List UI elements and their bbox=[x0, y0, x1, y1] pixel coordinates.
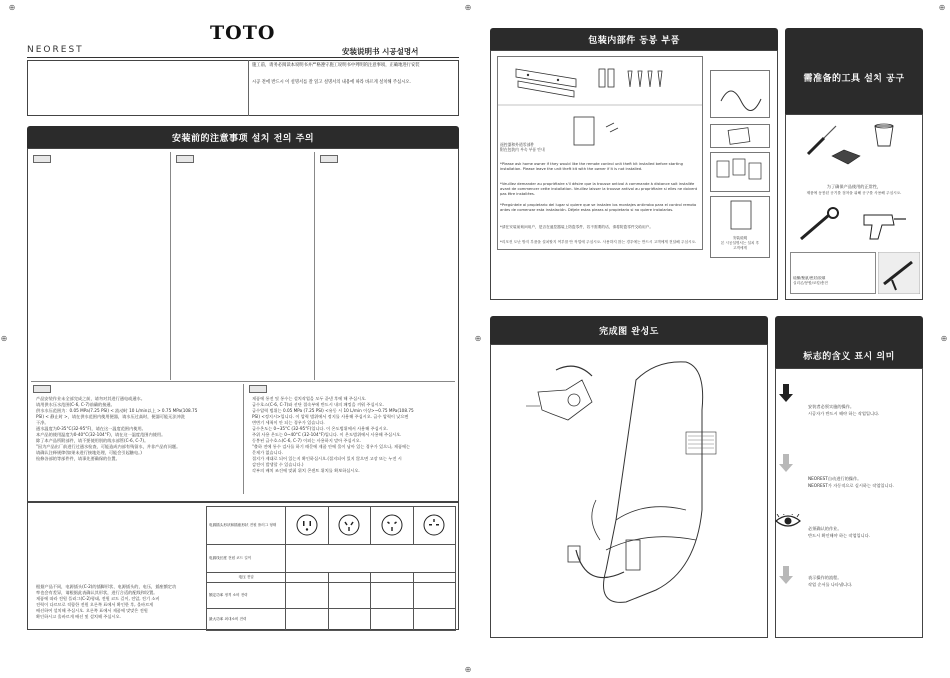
crop-mark-icon: ⊕ bbox=[0, 334, 8, 343]
symbol-4-kr: 작업 순서를 나타냅니다. bbox=[808, 582, 853, 587]
symbols-header: 标志的含义 표시 의미 bbox=[775, 316, 923, 368]
mounting-bracket-icon bbox=[516, 69, 576, 97]
hose-figure bbox=[710, 70, 770, 118]
plug-type-g-icon bbox=[422, 513, 446, 537]
crop-mark-icon: ⊕ bbox=[474, 334, 482, 343]
package-header: 包装内部件 동봉 부품 bbox=[490, 28, 778, 50]
table-row-label: 最大功率 최대소비 전력 bbox=[207, 609, 286, 631]
package-note-spanish: *Pregúntele al propietario del lugar si quiere que se instalen los montajes antirrobo para el control remoto antes de comenzar esta instalación. Déjele estas piezas al propietario si no quiere instalarlas. bbox=[500, 203, 697, 212]
product-logo: NEOREST bbox=[27, 45, 84, 55]
manual-sheet-icon bbox=[574, 117, 594, 145]
symbol-1-kr: 시공자가 반드시 해야 하는 작업입니다. bbox=[808, 411, 880, 416]
brand-logo: TOTO bbox=[210, 22, 276, 44]
package-note-french: *Veuillez demander au propriétaire s'il désire que la trousse antivol à commande à distance soit installée avant de commencer cette installation. Veuillez laisser la trousse antivol au propriétaire si elles ne doivent pas être installées. bbox=[500, 182, 698, 196]
precautions-kr-list: 제품에 통전 및 통수는 설치작업을 모두 끝낸 후에 해 주십시오. 급수호스(C-6, C-7)와 선단 접속부에 반드시 내의 패킹을 끼워 주십시오. 급수압력 범위는 0.05 MPa (7.25 PSI) <유동 시 10 L/min 이상>~0.75 MPa(108.75 PSI) <정지시>입니다. 이 압력 범위에서 정지를 사용해 주십시오. 급수 압력이 낮으면 변변기 세척이 안 되는 경우가 있습니다. 급수온도는 0~35°C (32-95°F)입니다. 이 온도범위에서 사용해 주십시오. 주위 사용 온도는 0~40°C (32-104°F)입니다. 이 온도범위에서 사용해 주십시오. 동봉된 급수호스(C-6, C-7) 이외는 사용하지 말아 주십시오. "출하 전에 통수 검사를 하기 때문에 제품 안에 물이 남아 있는 경우가 있으나, 제품에는 문제가 없습니다. 접지가 제대로 되어 있는지 확인하십시오.(접지되어 있지 않으면 고장 또는 누전 시 감전이 발생할 수 있습니다.) 각부의 배치 조건에 맞춰 위치 콘센트 위치를 확보하십시오. bbox=[252, 396, 414, 473]
eye-icon bbox=[775, 514, 801, 528]
crop-mark-icon: ⊕ bbox=[940, 334, 948, 343]
symbol-2-cn: NEOREST自动进行的操作。 bbox=[808, 476, 862, 481]
caulking-gun-icon bbox=[878, 252, 920, 294]
parts-figure bbox=[497, 56, 703, 250]
package-note-chinese: *请在安装前询问用户，是否在遥控器装上防盗零件，若不需要的话，请将防盗零件交给用户。 bbox=[500, 225, 654, 229]
crop-mark-icon: ⊕ bbox=[464, 665, 472, 674]
symbol-3-cn: 必须确认的作业。 bbox=[808, 526, 842, 531]
table-row-label: 电源线长度 전원 코드 길이 bbox=[207, 545, 286, 573]
table-row-label: 电源插头形状和插座形状 전원 플러그 형태 bbox=[207, 507, 286, 545]
process-flow-arrow-icon bbox=[779, 566, 793, 584]
section-tab bbox=[249, 385, 267, 393]
table-row-label: 额定功率 정격 소비 전력 bbox=[207, 583, 286, 609]
symbol-1-cn: 安装者必须实施的操作。 bbox=[808, 404, 855, 409]
wrench-icon bbox=[795, 205, 845, 245]
package-note-korean: *리모컨 도난 방지 부품을 설치할지 여부를 안 작업에 주십시오. 사용하지 않는 경우에는 반드시 고객에게 전달해 주십시오. bbox=[500, 240, 697, 244]
screw-icon bbox=[628, 71, 662, 87]
crop-mark-icon: ⊕ bbox=[938, 3, 946, 12]
pad-figure bbox=[710, 124, 770, 148]
table-row-label: 电压 전압 bbox=[207, 573, 286, 583]
plug-type-i-icon bbox=[337, 513, 361, 537]
cloth-icon bbox=[830, 148, 862, 168]
valve-detail bbox=[526, 366, 592, 420]
installer-action-arrow-icon bbox=[779, 384, 793, 402]
bucket-icon bbox=[872, 122, 896, 148]
tools-caption-cn: 为了确保产品使用的正常性， bbox=[826, 184, 882, 189]
battery-icon bbox=[599, 69, 614, 87]
remote-note: 遥控器和外道零部件 附在包装内 부속 부품 안내 bbox=[500, 142, 545, 152]
supply-hose bbox=[568, 540, 640, 578]
package-note-english: *Please ask home owner if they would like the remote control unit theft kit installed before starting installation. Please leave the unit theft kit with the owner if it is not installed. bbox=[500, 162, 683, 171]
tools-caption-kr: 제품에 동봉된 공기를 점착을 위해 공구를 사용해 주십시오. bbox=[806, 191, 902, 195]
symbol-2-kr: NEOREST가 자동적으로 실시하는 작업입니다. bbox=[808, 483, 894, 488]
sealant-caption: 硅酮/聚氨/密封/胶填 실리콘/봉합/코킹/충전 bbox=[793, 276, 828, 285]
manual-title: 安装说明书 시공설명서 bbox=[342, 47, 419, 56]
tools-header: 需准备的工具 설치 공구 bbox=[785, 28, 923, 114]
documents-figure bbox=[710, 152, 770, 192]
sealant-panel bbox=[790, 252, 876, 294]
toilet-illustration bbox=[496, 350, 764, 634]
power-notes: 根据产品不同，电源插头(C-2)的插脚形状、电源插头的，电压，插座额定功 率也会有差异，请根据此表确认其形状，进行合适的配线和设置。 제품에 따라 전원 플러그(C-2)형태, 전원 코드 길이, 전압, 전기 소비 전력이 다르므로 적합한 전원 오른쪽 표에서 확인한 후, 올바르게 배선하여 설치해 주십시오. 오른쪽 표에서 제품에 맞맞은 전원 확인하시고 올바르게 배선 및 설치해 주십시오. bbox=[36, 584, 177, 619]
section-tab bbox=[33, 155, 51, 163]
drill-icon bbox=[860, 205, 910, 245]
section-tab bbox=[320, 155, 338, 163]
auto-action-arrow-icon bbox=[779, 454, 793, 472]
toilet-body bbox=[592, 362, 716, 603]
section-tab bbox=[176, 155, 194, 163]
intro-text-kr: 시공 전에 반드시 이 설명서를 잘 읽고 설명서의 내용에 따라 바르게 설치해 주십시오. bbox=[252, 80, 411, 85]
precautions-cn-list: 产品安装作业未全部完成之前，请勿对其进行通电或通水。 请用供水压水范围(C-6, C-7)前确的接通。 供水水压范围为：0.05 MPa(7.25 PSI) < 流动时 10 L/min以上 > 0.75 MPa(108.75 PSI) < 静止时 >，请在供水范围内使用便器，请水压过高时，便器可能无法冲洗 干净。 通水温度为0-35°C(32-95°F)，请在这一温度范围内使用。 本产品的使用温度为0-40°C(32-104°F)，请在这一温度范围内使用。 除了本产品所附部件，请不要使用别的线水部管(C-6, C-7)。 "因为产品出厂前进行过通水检查，可能造成内部有残留水，并非产品有问题。 请确认注释规律(如果未进行接地处理，可能会引起触电。) 检修各部的等部件件，请事先要确保的位置。 bbox=[36, 396, 198, 461]
plug-type-c-icon bbox=[380, 513, 404, 537]
intro-text-cn: 施工前，请务必阅读本说明书并严格遵守施工说明书中列明的注意事项，正确地进行安装 bbox=[252, 63, 420, 68]
section-tab bbox=[33, 385, 51, 393]
crop-mark-icon: ⊕ bbox=[464, 3, 472, 12]
crop-mark-icon: ⊕ bbox=[8, 3, 16, 12]
plug-type-a-icon bbox=[295, 513, 319, 537]
power-spec-table bbox=[206, 506, 456, 631]
symbol-3-kr: 반드시 확인해야 하는 작업입니다. bbox=[808, 533, 870, 538]
symbol-4-cn: 表示操作的流程。 bbox=[808, 575, 842, 580]
completed-header: 完成图 완성도 bbox=[490, 316, 768, 344]
precautions-header: 安装前的注意事项 설치 전의 주의 bbox=[27, 126, 459, 148]
small-screw-icon bbox=[606, 123, 618, 132]
manual-caption: 安装说明 본 시공설명서는 설치 후 고객에게 bbox=[720, 236, 760, 250]
